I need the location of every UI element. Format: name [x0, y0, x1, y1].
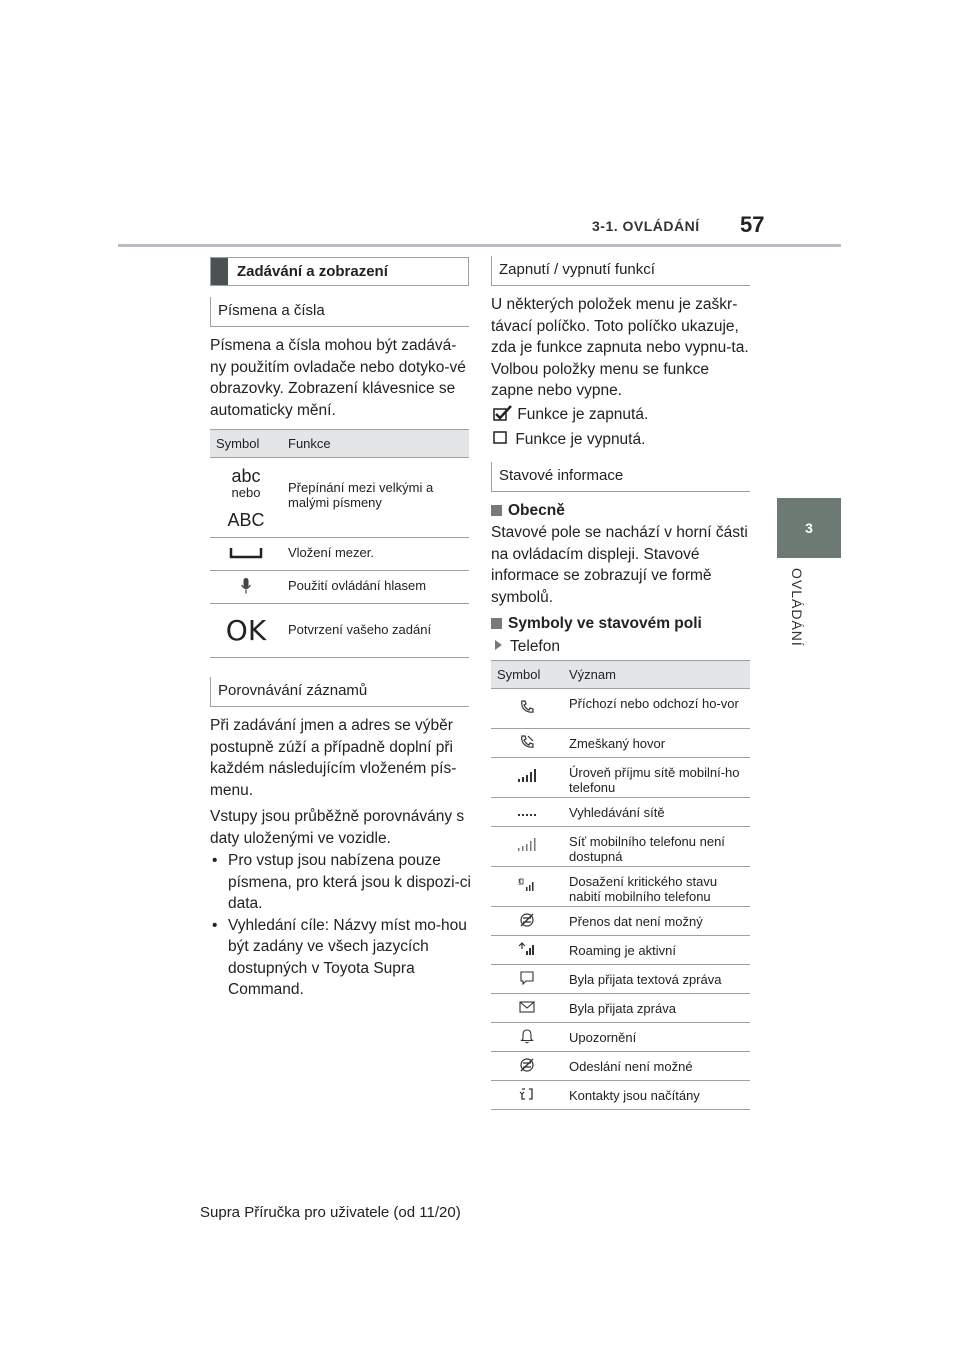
function-cell: Potvrzení vašeho zadání — [282, 604, 469, 658]
triangle-bullet-icon — [495, 640, 502, 650]
table-row — [491, 907, 750, 936]
uppercase-abc-symbol: ABC — [227, 509, 265, 530]
table-row — [491, 1052, 750, 1081]
missed-call-icon — [491, 729, 563, 758]
space-bar-icon — [210, 538, 282, 571]
network-search-icon — [491, 798, 563, 827]
paragraph-entry-comparison: Vstupy jsou průběžně porovnávány s daty uloženými ve vozidle. — [210, 808, 465, 847]
table-row — [210, 538, 469, 571]
subsection-letters-numbers: Písmena a čísla — [210, 297, 469, 327]
low-battery-icon — [491, 867, 563, 907]
meaning-cell: Přenos dat není možný — [563, 907, 750, 936]
paragraph-status-field: Stavové pole se nachází v horní části na ovládacím displeji. Stavové informace se zobrazují ve formě symbolů. — [491, 524, 748, 606]
signal-strength-icon — [491, 758, 563, 798]
section-title-input-display: Zadávání a zobrazení — [210, 257, 469, 286]
contacts-loading-icon — [491, 1081, 563, 1110]
checked-checkbox-icon — [493, 405, 513, 421]
paragraph-letters-numbers: Písmena a čísla mohou být zadává-ny použitím ovladače nebo dotyko-vé obrazovky. Zobrazení klávesnice se automaticky mění. — [210, 337, 466, 419]
chapter-tab: 3 — [777, 498, 841, 558]
text-message-icon — [491, 965, 563, 994]
subheading-phone: Telefon — [491, 636, 753, 658]
table-row — [491, 1081, 750, 1110]
meaning-cell: Dosažení kritického stavu nabití mobilního telefonu — [563, 867, 750, 907]
table-row — [210, 604, 469, 658]
table-row — [491, 867, 750, 907]
table-row — [491, 758, 750, 798]
paragraph-checkbox: U některých položek menu je zaškr-távací políčko. Toto políčko ukazuje, zda je funkce zapnuta nebo vypnu-ta. Volbou položky menu se funkce zapne nebo vypne. — [491, 296, 749, 399]
subsection-status-info: Stavové informace — [491, 462, 750, 492]
table-row — [210, 458, 469, 538]
notification-bell-icon — [491, 1023, 563, 1052]
unchecked-checkbox-row — [493, 429, 753, 451]
microphone-icon — [210, 571, 282, 604]
table-header-function: Funkce — [282, 430, 469, 458]
paragraph-entry-matching: Při zadávání jmen a adres se výběr postupně zúží a případně doplní při každém následujícím vloženém pís-menu. — [210, 717, 457, 799]
table-row — [491, 729, 750, 758]
send-failed-icon — [491, 1052, 563, 1081]
meaning-cell: Příchozí nebo odchozí ho-vor — [563, 689, 750, 729]
meaning-cell: Vyhledávání sítě — [563, 798, 750, 827]
phone-call-icon — [491, 689, 563, 729]
table-row — [491, 827, 750, 867]
meaning-cell: Byla přijata textová zpráva — [563, 965, 750, 994]
message-envelope-icon — [491, 994, 563, 1023]
page-number: 57 — [740, 212, 765, 237]
table-row — [491, 994, 750, 1023]
table-row — [491, 936, 750, 965]
subsection-toggle-functions: Zapnutí / vypnutí funkcí — [491, 256, 750, 286]
table-row — [491, 1023, 750, 1052]
checked-checkbox-row — [493, 404, 753, 426]
lowercase-abc-symbol: abc — [231, 465, 261, 486]
phone-status-symbols-table — [491, 660, 750, 1110]
svg-text:!: ! — [518, 878, 521, 887]
function-cell: Přepínání mezi velkými a malými písmeny — [282, 458, 469, 538]
function-cell: Vložení mezer. — [282, 538, 469, 571]
no-data-icon — [491, 907, 563, 936]
or-label: nebo — [231, 484, 261, 500]
table-row — [491, 965, 750, 994]
table-row — [491, 798, 750, 827]
square-bullet-icon — [491, 618, 502, 629]
page-footer: Supra Příručka pro uživatele (od 11/20) — [200, 1204, 461, 1221]
meaning-cell: Odeslání není možné — [563, 1052, 750, 1081]
heading-general: Obecně — [491, 500, 753, 522]
case-toggle-symbol — [210, 458, 282, 538]
meaning-cell: Zmeškaný hovor — [563, 729, 750, 758]
input-symbols-table — [210, 429, 469, 658]
list-item: • Pro vstup jsou nabízena pouze písmena, pro která jsou k dispozi-ci data. — [210, 850, 472, 915]
bullet-list-container — [210, 850, 472, 1001]
heading-status-symbols: Symboly ve stavovém poli — [491, 613, 753, 635]
function-cell: Použití ovládání hlasem — [282, 571, 469, 604]
list-item: • Vyhledání cíle: Názvy míst mo-hou být zadány ve všech jazycích dostupných v Toyota Supra Command. — [210, 915, 472, 1001]
checked-checkbox-text: Funkce je zapnutá. — [517, 406, 649, 423]
table-header-symbol: Symbol — [491, 661, 563, 689]
meaning-cell: Kontakty jsou načítány — [563, 1081, 750, 1110]
table-header-meaning: Význam — [563, 661, 750, 689]
meaning-cell: Upozornění — [563, 1023, 750, 1052]
unchecked-checkbox-icon — [493, 431, 509, 445]
header-rule — [118, 244, 841, 247]
chapter-tab-label: OVLÁDÁNÍ — [789, 568, 805, 647]
table-header-symbol: Symbol — [210, 430, 282, 458]
running-header-section: 3-1. OVLÁDÁNÍ — [592, 218, 700, 234]
meaning-cell: Síť mobilního telefonu není dostupná — [563, 827, 750, 867]
square-bullet-icon — [491, 505, 502, 516]
no-network-icon — [491, 827, 563, 867]
meaning-cell: Roaming je aktivní — [563, 936, 750, 965]
roaming-icon — [491, 936, 563, 965]
meaning-cell: Byla přijata zpráva — [563, 994, 750, 1023]
table-row — [210, 571, 469, 604]
bullet-list — [210, 850, 472, 1001]
subsection-entry-matching: Porovnávání záznamů — [210, 677, 469, 707]
meaning-cell: Úroveň příjmu sítě mobilní-ho telefonu — [563, 758, 750, 798]
unchecked-checkbox-text: Funkce je vypnutá. — [515, 431, 646, 448]
ok-symbol: OK — [210, 604, 282, 658]
table-row — [491, 689, 750, 729]
